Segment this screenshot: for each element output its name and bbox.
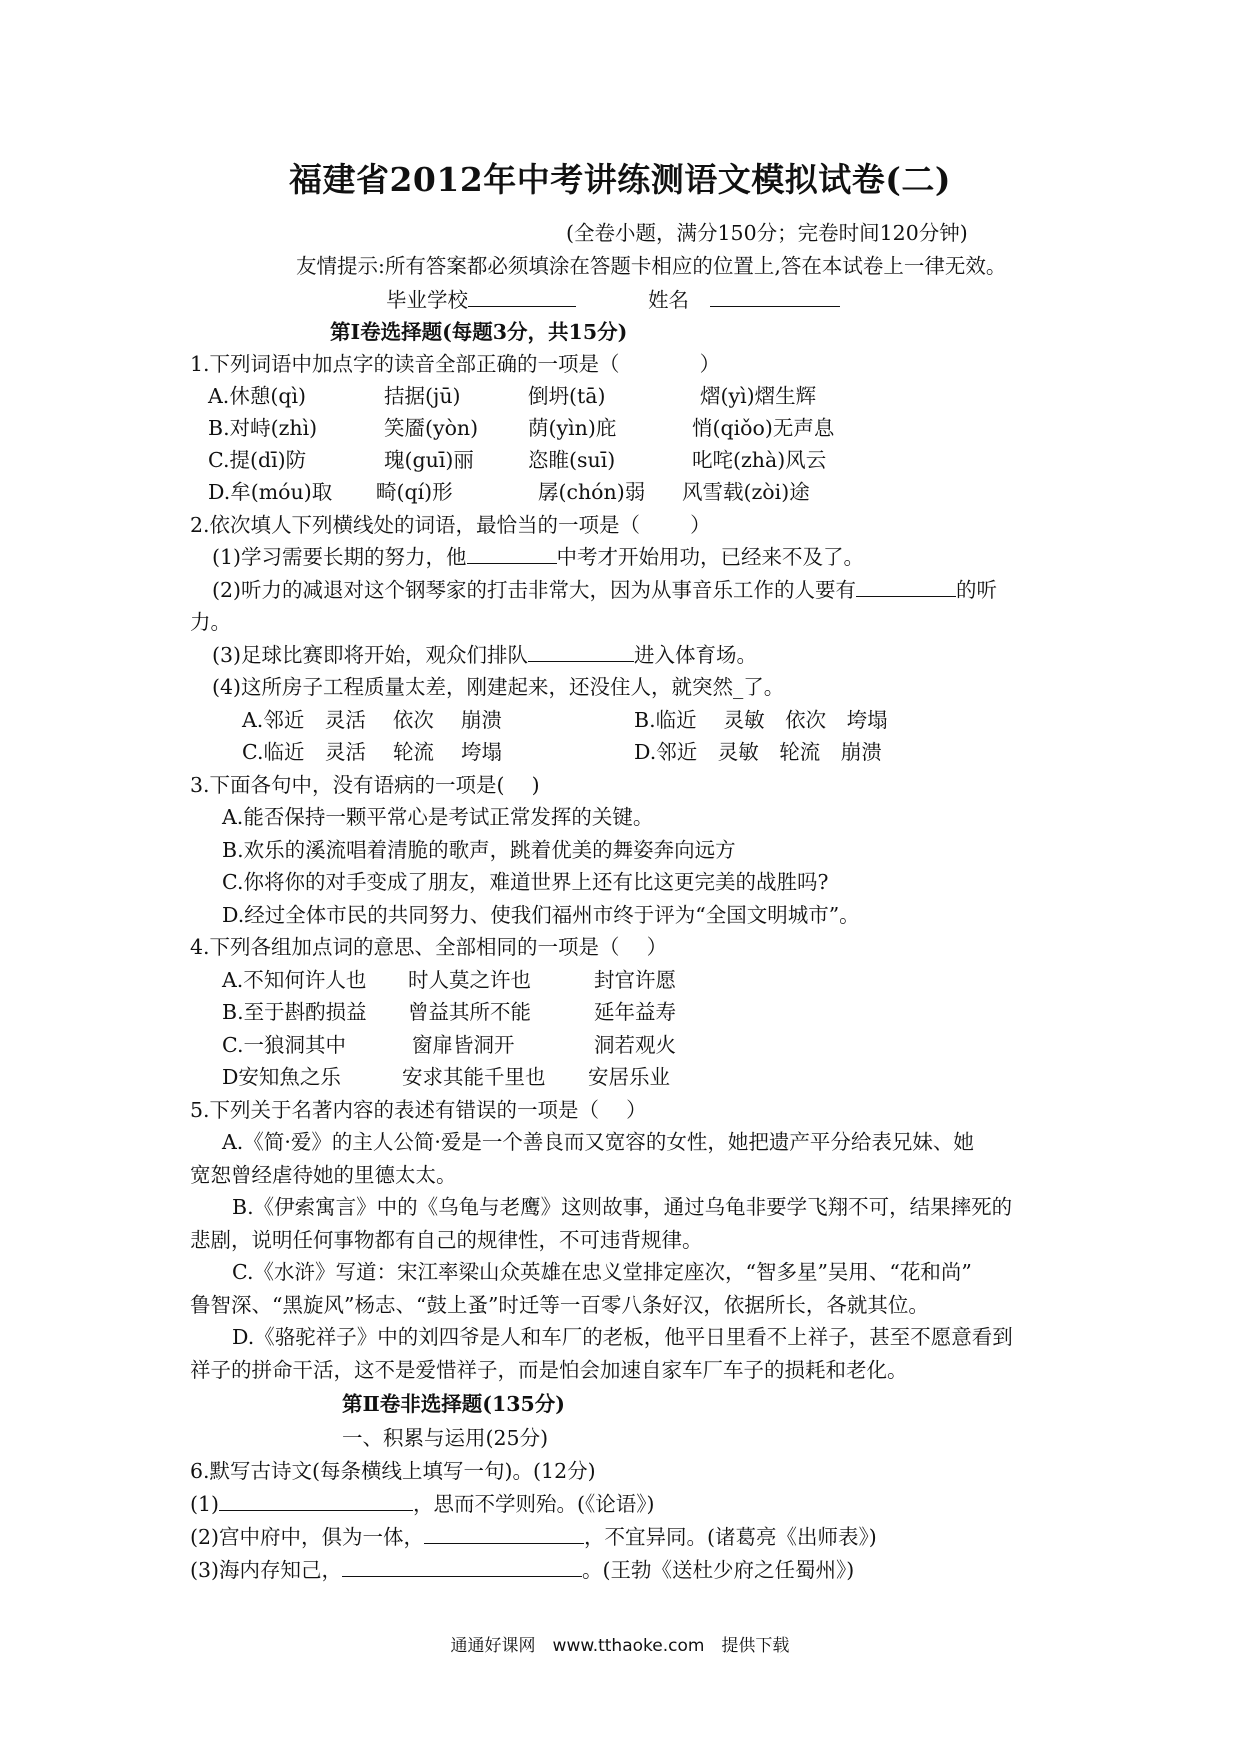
q6-blank-2[interactable] <box>424 1523 584 1544</box>
section1-header: 第Ⅰ卷选择题(每题3分，共15分) <box>330 320 628 344</box>
exam-info: (全卷小题，满分150分；完卷时间120分钟) <box>566 221 968 245</box>
q4-a1: A.不知何许人也 <box>222 968 367 992</box>
q1-option-c1: C.提(dī)防 <box>208 448 307 472</box>
q4-b3: 延年益寿 <box>594 1000 676 1024</box>
page-title: 福建省2012年中考讲练测语文模拟试卷(二) <box>288 160 952 199</box>
name-field <box>648 286 840 314</box>
school-label: 毕业学校 <box>386 288 468 312</box>
section2-header: 第Ⅱ卷非选择题(135分) <box>342 1392 565 1416</box>
q4-c3: 洞若观火 <box>594 1033 676 1057</box>
q1-option-a4: 熠(yì)熠生辉 <box>700 384 817 408</box>
q2-blank-3[interactable] <box>528 641 634 662</box>
q3-stem: 3.下面各句中，没有语病的一项是( ) <box>190 773 540 797</box>
q5-option-b-cont: 悲剧，说明任何事物都有自己的规律性，不可违背规律。 <box>190 1228 703 1252</box>
q2-sentence-1: (1)学习需要长期的努力，他 中考才开始用功，已经来不及了。 <box>212 545 865 569</box>
q1-option-d3: 孱(chón)弱 <box>538 480 646 504</box>
q5-option-a-cont: 宽恕曾经虐待她的里德太太。 <box>190 1163 457 1187</box>
q4-b2: 曾益其所不能 <box>408 1000 531 1024</box>
q4-stem: 4.下列各组加点词的意思、全部相同的一项是（ ） <box>190 935 668 959</box>
school-field <box>386 286 576 314</box>
q2-sentence-2: (2)听力的减退对这个钢琴家的打击非常大，因为从事音乐工作的人要有 的听 <box>212 578 998 602</box>
q5-option-a: A.《简·爱》的主人公简·爱是一个善良而又宽容的女性，她把遗产平分给表兄妹、她 <box>222 1130 974 1154</box>
q4-c2: 窗扉皆洞开 <box>412 1033 515 1057</box>
notice: 友情提示:所有答案都必须填涂在答题卡相应的位置上,答在本试卷上一律无效。 <box>296 254 1007 278</box>
q6-line-3: (3)海内存知己， 。(王勃《送杜少府之任蜀州》) <box>190 1558 855 1582</box>
q3-option-c: C.你将你的对手变成了朋友，难道世界上还有比这更完美的战胜吗? <box>222 870 829 894</box>
q1-option-d2: 畸(qí)形 <box>376 480 453 504</box>
q1-option-d1: D.牟(móu)取 <box>208 480 333 504</box>
q6-blank-1[interactable] <box>219 1490 413 1511</box>
school-input[interactable] <box>468 286 576 307</box>
q5-stem: 5.下列关于名著内容的表述有错误的一项是（ ） <box>190 1098 647 1122</box>
q1-option-c2: 瑰(guī)丽 <box>384 448 474 472</box>
q5-option-b: B.《伊索寓言》中的《乌龟与老鹰》这则故事，通过乌龟非要学飞翔不可，结果摔死的 <box>232 1195 1013 1219</box>
q2-blank-2[interactable] <box>856 576 956 597</box>
q1-option-a2: 拮据(jū) <box>384 384 461 408</box>
footer: 通通好课网 www.tthaoke.com 提供下载 <box>450 1636 790 1656</box>
q4-a2: 时人莫之许也 <box>408 968 531 992</box>
q2-stem: 2.依次填人下列横线处的词语，最恰当的一项是（ ） <box>190 513 711 537</box>
q1-option-a3: 倒坍(tā) <box>528 384 606 408</box>
q6-line-1: (1) ，思而不学则殆。(《论语》) <box>190 1492 655 1516</box>
q3-option-b: B.欢乐的溪流唱着清脆的歌声，跳着优美的舞姿奔向远方 <box>222 838 736 862</box>
q2-sentence-4: (4)这所房子工程质量太差，刚建起来，还没住人，就突然_了。 <box>212 675 785 699</box>
q4-b1: B.至于斟酌损益 <box>222 1000 367 1024</box>
q5-option-d-cont: 祥子的拼命干活，这不是爱惜祥子，而是怕会加速自家车厂车子的损耗和老化。 <box>190 1358 908 1382</box>
q1-option-b4: 悄(qiǒo)无声息 <box>692 416 835 440</box>
q4-a3: 封官许愿 <box>594 968 676 992</box>
q1-option-d4: 风雪载(zòi)途 <box>682 480 810 504</box>
q6-stem: 6.默写古诗文(每条横线上填写一句)。(12分) <box>190 1459 596 1483</box>
q1-option-c4: 叱咤(zhà)风云 <box>692 448 827 472</box>
q5-option-d: D.《骆驼祥子》中的刘四爷是人和车厂的老板，他平日里看不上祥子，甚至不愿意看到 <box>232 1325 1013 1349</box>
q2-option-a: A.邻近 灵活 依次 崩溃 <box>242 708 502 732</box>
q2-sentence-3: (3)足球比赛即将开始，观众们排队 进入体育场。 <box>212 643 758 667</box>
q4-d1: D安知魚之乐 <box>222 1065 341 1089</box>
part1-header: 一、积累与运用(25分) <box>342 1426 549 1450</box>
q3-option-d: D.经过全体市民的共同努力、使我们福州市终于评为“全国文明城市”。 <box>222 903 860 927</box>
q2-option-b: B.临近 灵敏 依次 垮塌 <box>634 708 888 732</box>
q1-option-b3: 荫(yìn)庇 <box>528 416 617 440</box>
q2-sentence-2-cont: 力。 <box>190 610 231 634</box>
q1-stem: 1.下列词语中加点字的读音全部正确的一项是（ ） <box>190 352 721 376</box>
q3-option-a: A.能否保持一颗平常心是考试正常发挥的关键。 <box>222 805 654 829</box>
q1-option-b2: 笑靥(yòn) <box>384 416 479 440</box>
q1-option-c3: 恣睢(suī) <box>528 448 616 472</box>
q5-option-c-cont: 鲁智深、“黑旋风”杨志、“鼓上蚤”时迁等一百零八条好汉，依据所长，各就其位。 <box>190 1293 929 1317</box>
name-input[interactable] <box>710 286 840 307</box>
q6-line-2: (2)宫中府中，俱为一体， ，不宜异同。(诸葛亮《出师表》) <box>190 1525 877 1549</box>
q2-blank-1[interactable] <box>467 543 557 564</box>
q2-option-d: D.邻近 灵敏 轮流 崩溃 <box>634 740 882 764</box>
q1-option-b1: B.对峙(zhì) <box>208 416 318 440</box>
q4-c1: C.一狼洞其中 <box>222 1033 346 1057</box>
q5-option-c: C.《水浒》写道：宋江率梁山众英雄在忠义堂排定座次，“智多星”吴用、“花和尚” <box>232 1260 972 1284</box>
q4-d2: 安求其能千里也 <box>402 1065 546 1089</box>
q4-d3: 安居乐业 <box>588 1065 670 1089</box>
name-label: 姓名 <box>648 288 689 312</box>
q2-option-c: C.临近 灵活 轮流 垮塌 <box>242 740 503 764</box>
q6-blank-3[interactable] <box>342 1556 582 1577</box>
q1-option-a1: A.休憩(qì) <box>208 384 306 408</box>
